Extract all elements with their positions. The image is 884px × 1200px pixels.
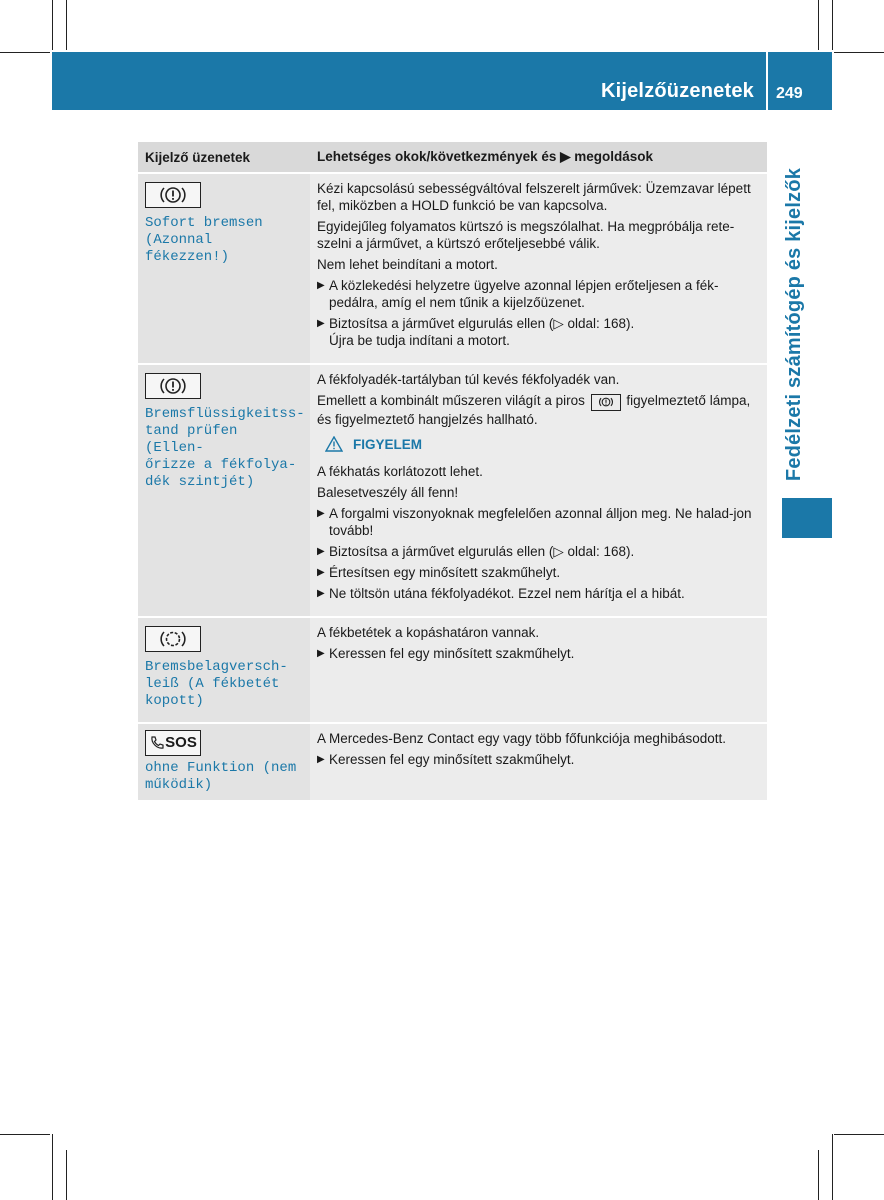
- column-header-causes: Lehetséges okok/következmények és ▶ megoldások: [317, 149, 654, 164]
- page-number: 249: [776, 85, 803, 102]
- table-row: [138, 618, 767, 724]
- action-item: [317, 751, 761, 768]
- page-header: [52, 52, 832, 110]
- header-divider: [766, 52, 768, 110]
- action-text: Biztosítsa a járművet elgurulás ellen (▷ oldal: 168). Újra be tudja indítani a motort.: [329, 316, 635, 348]
- brake-warning-icon: [145, 182, 201, 208]
- chapter-side-label: [780, 160, 810, 488]
- action-item: [317, 564, 761, 581]
- message-cell: [138, 724, 310, 800]
- column-header-messages: Kijelző üzenetek: [145, 150, 251, 165]
- message-cell: [138, 174, 310, 363]
- action-text: Keressen fel egy minősített szakműhelyt.: [329, 645, 575, 661]
- triangle-bullet-icon: ▶: [317, 318, 325, 329]
- sos-label: SOS: [165, 734, 197, 751]
- paragraph: Balesetveszély áll fenn!: [317, 484, 459, 500]
- crop-mark: [52, 1134, 53, 1200]
- chapter-tab: [782, 498, 832, 538]
- action-item: [317, 585, 761, 602]
- table-row: [138, 724, 767, 800]
- crop-mark: [818, 1150, 819, 1200]
- paragraph: [317, 392, 761, 428]
- brake-lamp-icon: [591, 394, 621, 411]
- paragraph: A fékfolyadék-tartályban túl kevés fékfolyadék van.: [317, 372, 620, 387]
- table-header: [138, 142, 767, 174]
- action-text: A közlekedési helyzetre ügyelve azonnal lépjen erőteljesen a fék-pedálra, amíg el nem tűnik a kijelzőüzenet.: [329, 278, 719, 310]
- cause-cell: [310, 724, 767, 800]
- paragraph-text: Emellett a kombinált műszeren világít a piros: [317, 393, 585, 408]
- crop-mark: [832, 1134, 833, 1200]
- crop-mark: [834, 1134, 884, 1135]
- crop-mark: [834, 52, 884, 53]
- cause-cell: [310, 618, 767, 722]
- triangle-bullet-icon: ▶: [317, 280, 325, 291]
- warning-triangle-icon: [325, 436, 343, 452]
- brake-warning-icon: [145, 373, 201, 399]
- triangle-bullet-icon: ▶: [317, 545, 325, 557]
- action-item: [317, 277, 761, 311]
- crop-mark: [0, 52, 50, 53]
- triangle-bullet-icon: ▶: [317, 587, 325, 599]
- action-item: [317, 315, 761, 349]
- triangle-bullet-icon: ▶: [317, 507, 325, 519]
- action-item: [317, 645, 761, 662]
- display-message: Sofort bremsen (Azonnal fékezzen!): [145, 215, 263, 265]
- crop-mark: [66, 0, 67, 50]
- table-row: [138, 174, 767, 365]
- chapter-title: Fedélzeti számítógép és kijelzők: [783, 167, 806, 481]
- paragraph: Kézi kapcsolású sebességváltóval felszerelt járművek: Üzemzavar lépett fel, miközben a HOLD funkció be van kapcsolva.: [317, 181, 751, 213]
- cause-cell: [310, 365, 767, 616]
- warning-heading: [325, 436, 761, 453]
- warning-label: FIGYELEM: [353, 436, 423, 452]
- sos-phone-icon: [145, 730, 201, 756]
- paragraph: A Mercedes-Benz Contact egy vagy több főfunkciója meghibásodott.: [317, 730, 726, 746]
- paragraph: Nem lehet beindítani a motort.: [317, 257, 498, 272]
- paragraph: A fékbetétek a kopáshatáron vannak.: [317, 624, 540, 640]
- message-cell: [138, 618, 310, 722]
- triangle-bullet-icon: ▶: [317, 647, 325, 659]
- display-messages-table: [138, 142, 767, 800]
- crop-mark: [0, 1134, 50, 1135]
- crop-mark: [818, 0, 819, 50]
- action-text: Ne töltsön utána fékfolyadékot. Ezzel nem hárítja el a hibát.: [329, 585, 685, 601]
- message-cell: [138, 365, 310, 616]
- paragraph: A fékhatás korlátozott lehet.: [317, 463, 483, 479]
- action-item: [317, 505, 761, 539]
- display-message: Bremsflüssigkeitss- tand prüfen (Ellen- őrizze a fékfolya- dék szintjét): [145, 406, 305, 490]
- crop-mark: [66, 1150, 67, 1200]
- triangle-bullet-icon: ▶: [317, 566, 325, 578]
- display-message: Bremsbelagversch- leiß (A fékbetét kopott): [145, 658, 288, 709]
- action-item: [317, 543, 761, 560]
- crop-mark: [832, 0, 833, 50]
- action-text: A forgalmi viszonyoknak megfelelően azonnal álljon meg. Ne halad-jon tovább!: [329, 505, 752, 538]
- action-text: Értesítsen egy minősített szakműhelyt.: [329, 564, 561, 580]
- action-text: Biztosítsa a járművet elgurulás ellen (▷ oldal: 168).: [329, 543, 635, 559]
- triangle-bullet-icon: ▶: [317, 753, 325, 765]
- display-message: ohne Funktion (nem működik): [145, 759, 297, 793]
- table-row: [138, 365, 767, 618]
- phone-icon: [149, 735, 165, 751]
- brake-pad-wear-icon: [145, 626, 201, 652]
- paragraph: Egyidejűleg folyamatos kürtszó is megszólalhat. Ha megpróbálja rete-szelni a járművet, a kürtszó erőteljesebbé válik.: [317, 219, 735, 251]
- crop-mark: [52, 0, 53, 50]
- paragraph-text: figyelmeztető lámpa, és figyelmeztető hangjelzés hallható.: [317, 393, 751, 427]
- action-text: Keressen fel egy minősített szakműhelyt.: [329, 751, 575, 767]
- page-title: Kijelzőüzenetek: [600, 80, 754, 102]
- cause-cell: [310, 174, 767, 363]
